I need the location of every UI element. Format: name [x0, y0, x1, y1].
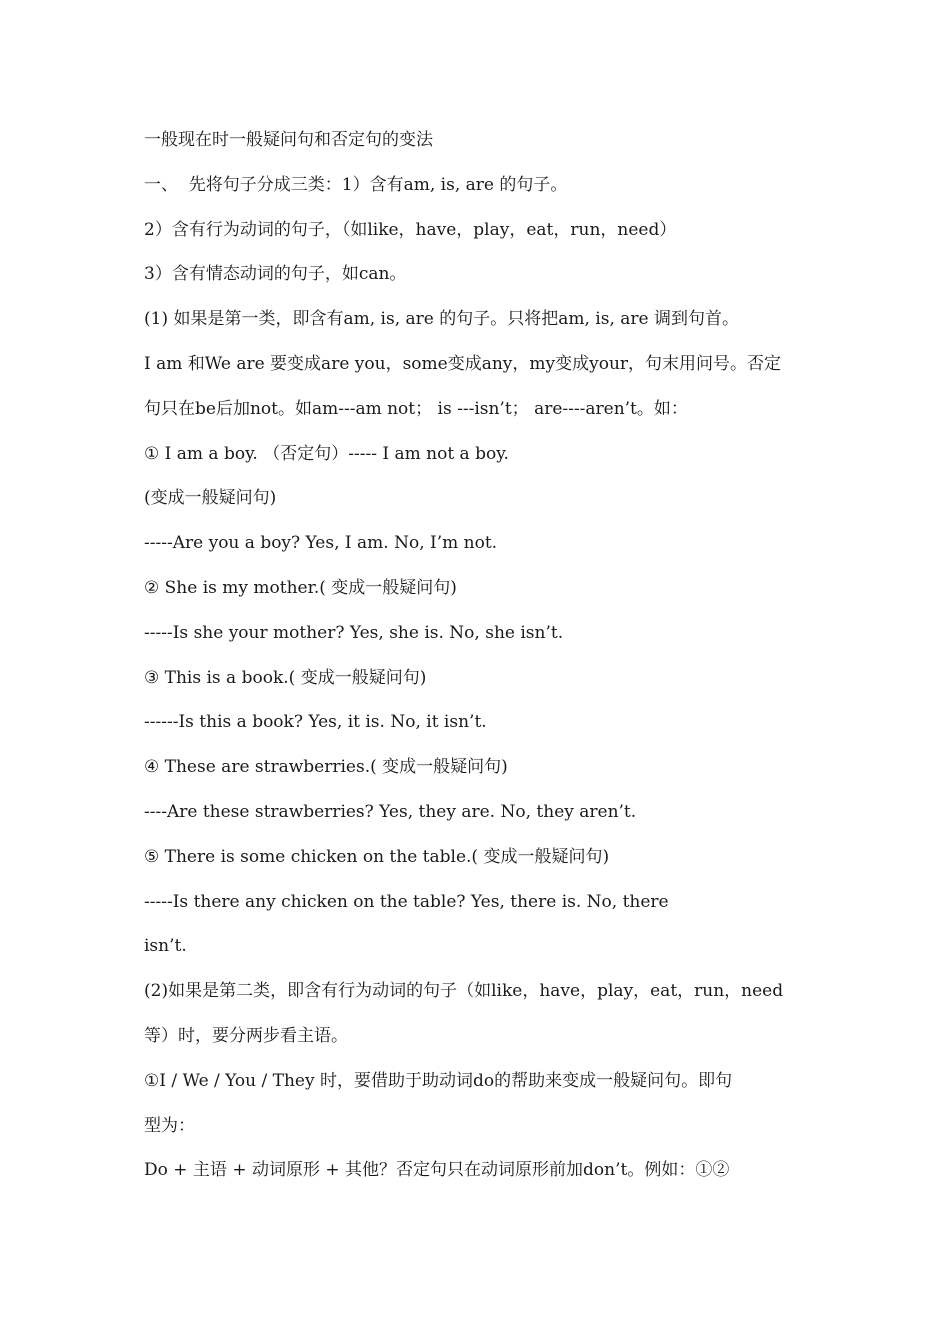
example-line: ① I am a boy. （否定句）----- I am not a boy. [144, 443, 509, 464]
answer-line: -----Is there any chicken on the table? Yes, there is. No, there [144, 891, 669, 912]
text-line: 一、 先将句子分成三类：1）含有am, is, are 的句子。 [144, 174, 568, 195]
example-line: ③ This is a book.( 变成一般疑问句) [144, 667, 427, 688]
text-line: 3）含有情态动词的句子，如can。 [144, 264, 407, 285]
document-title: 一般现在时一般疑问句和否定句的变法 [144, 130, 433, 150]
text-line: (1) 如果是第一类，即含有am, is, are 的句子。只将把am, is, are 调到句首。 [144, 309, 739, 330]
example-line: ④ These are strawberries.( 变成一般疑问句) [144, 757, 508, 778]
text-line: (2)如果是第二类，即含有行为动词的句子（如like，have，play，eat，run，need [144, 981, 784, 1002]
text-line: I am 和We are 要变成are you，some变成any，my变成your，句末用问号。否定 [144, 353, 782, 374]
text-line: 型为： [144, 1115, 195, 1136]
answer-line: isn’t. [144, 936, 187, 957]
text-line: 2）含有行为动词的句子，（如like，have，play，eat，run，need） [144, 219, 677, 240]
text-line: 等）时，要分两步看主语。 [144, 1025, 348, 1046]
answer-line: ----Are these strawberries? Yes, they are. No, they aren’t. [144, 801, 637, 822]
text-line: Do + 主语 + 动词原形 + 其他？否定句只在动词原形前加don’t。例如：①② [144, 1160, 730, 1181]
example-line: ② She is my mother.( 变成一般疑问句) [144, 577, 457, 598]
text-line: 句只在be后加not。如am---am not； is ---isn’t； are----aren’t。如： [144, 398, 688, 419]
example-line: ⑤ There is some chicken on the table.( 变成一般疑问句) [144, 846, 610, 867]
answer-line: -----Is she your mother? Yes, she is. No, she isn’t. [144, 622, 564, 643]
answer-line: -----Are you a boy? Yes, I am. No, I’m not. [144, 533, 498, 554]
document-body [144, 118, 824, 1193]
answer-line: ------Is this a book? Yes, it is. No, it isn’t. [144, 712, 487, 733]
text-line: ①I / We / You / They 时，要借助于助动词do的帮助来变成一般疑问句。即句 [144, 1070, 733, 1091]
example-line: (变成一般疑问句) [144, 488, 277, 509]
